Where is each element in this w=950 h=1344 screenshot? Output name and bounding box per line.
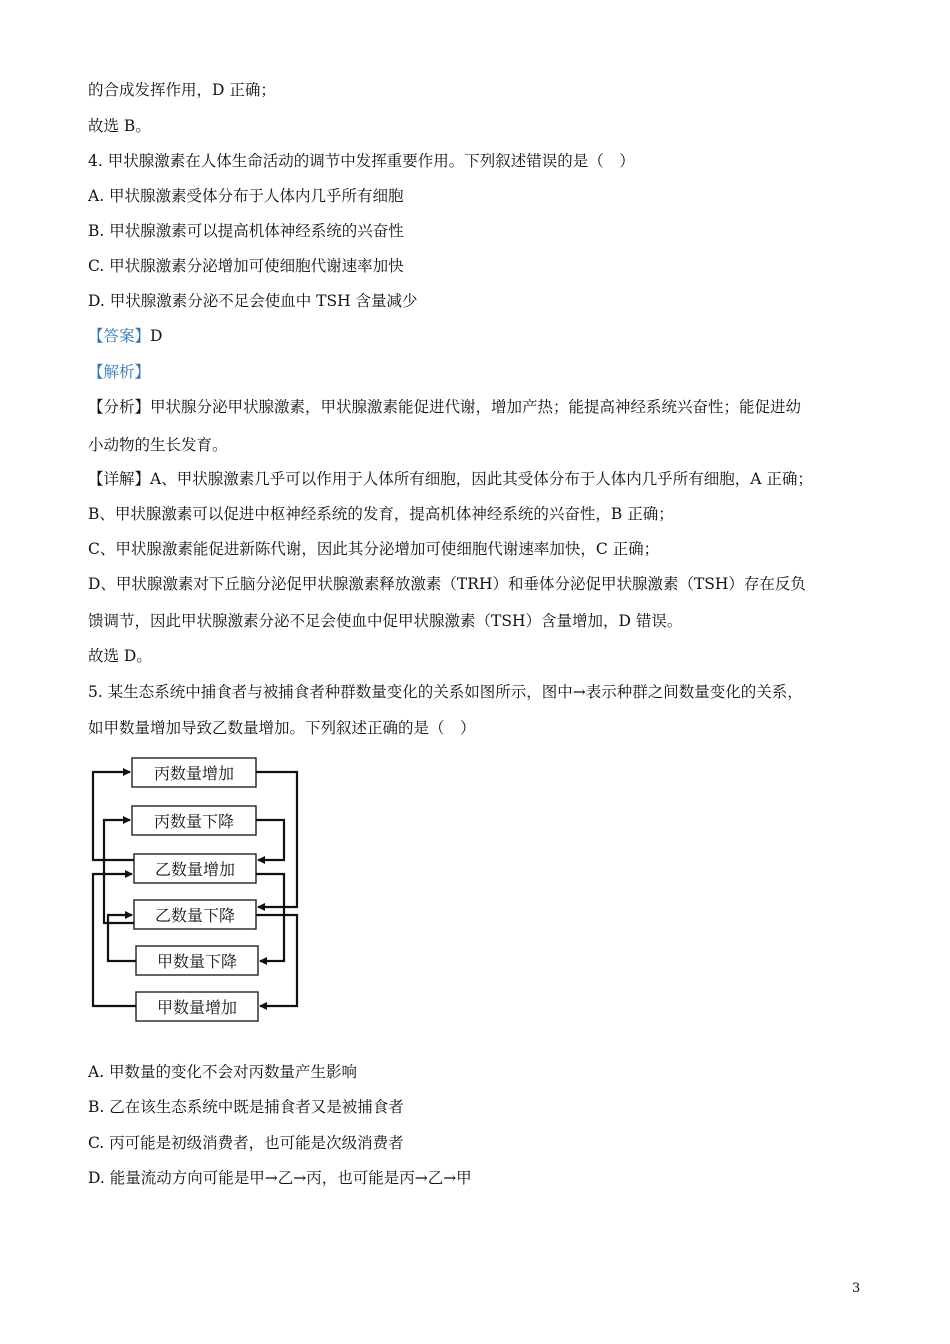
question-5-stem: 如甲数量增加导致乙数量增加。下列叙述正确的是（ ） (88, 719, 476, 737)
answer-line (88, 325, 162, 347)
question-4-option-a: A. 甲状腺激素受体分布于人体内几乎所有细胞 (88, 187, 404, 205)
box-jia-increase (136, 992, 258, 1021)
detail-text: 【详解】A、甲状腺激素几乎可以作用于人体所有细胞，因此其受体分布于人体内几乎所有细胞，A 正确； (88, 470, 813, 488)
population-relationship-diagram (86, 752, 306, 1028)
question-5-option-c: C. 丙可能是初级消费者，也可能是次级消费者 (88, 1134, 404, 1152)
question-4-stem: 4. 甲状腺激素在人体生命活动的调节中发挥重要作用。下列叙述错误的是（ ） (88, 152, 635, 170)
arrow-jia-increase-to-yi-increase (93, 874, 136, 1006)
arrow-yi-increase-to-bing-increase (93, 772, 134, 860)
arrow-yi-increase-to-jia-decrease (256, 874, 284, 961)
question-4-option-b: B. 甲状腺激素可以提高机体神经系统的兴奋性 (88, 222, 404, 240)
analysis-label: 【解析】 (88, 363, 151, 381)
detail-text: 馈调节，因此甲状腺激素分泌不足会使血中促甲状腺激素（TSH）含量增加，D 错误。 (88, 612, 683, 630)
text-line: 故选 B。 (88, 117, 151, 135)
question-5-option-d: D. 能量流动方向可能是甲→乙→丙，也可能是丙→乙→甲 (88, 1169, 472, 1187)
analysis-text: 【分析】甲状腺分泌甲状腺激素，甲状腺激素能促进代谢，增加产热；能提高神经系统兴奋性；能促进幼 (88, 398, 802, 416)
question-4-option-c: C. 甲状腺激素分泌增加可使细胞代谢速率加快 (88, 257, 404, 275)
arrow-bing-decrease-to-yi-increase (256, 820, 284, 860)
detail-text: D、甲状腺激素对下丘脑分泌促甲状腺激素释放激素（TRH）和垂体分泌促甲状腺激素（TSH）存在反负 (88, 575, 806, 593)
text-line: 的合成发挥作用，D 正确； (88, 81, 276, 99)
box-yi-decrease (134, 900, 256, 929)
box-label: 丙数量下降 (153, 812, 235, 831)
detail-text: C、甲状腺激素能促进新陈代谢，因此其分泌增加可使细胞代谢速率加快，C 正确； (88, 540, 660, 558)
box-jia-decrease (136, 946, 258, 975)
conclusion-text: 故选 D。 (88, 647, 152, 665)
answer-value: D (150, 327, 163, 345)
answer-label: 【答案】 (88, 327, 151, 345)
arrow-yi-decrease-to-bing-decrease (104, 820, 134, 923)
question-4-option-d: D. 甲状腺激素分泌不足会使血中 TSH 含量减少 (88, 292, 418, 310)
question-5-stem: 5. 某生态系统中捕食者与被捕食者种群数量变化的关系如图所示，图中→表示种群之间数量变化的关系， (88, 683, 803, 701)
box-label: 乙数量增加 (154, 860, 236, 879)
box-label: 甲数量下降 (156, 952, 238, 971)
page-number: 3 (852, 1281, 861, 1296)
box-label: 甲数量增加 (156, 998, 238, 1017)
detail-text: B、甲状腺激素可以促进中枢神经系统的发育，提高机体神经系统的兴奋性，B 正确； (88, 505, 674, 523)
box-bing-increase (132, 758, 256, 787)
question-5-option-b: B. 乙在该生态系统中既是捕食者又是被捕食者 (88, 1098, 404, 1116)
box-label: 丙数量增加 (153, 764, 235, 783)
box-bing-decrease (132, 806, 256, 835)
question-5-option-a: A. 甲数量的变化不会对丙数量产生影响 (88, 1063, 358, 1081)
box-label: 乙数量下降 (154, 906, 236, 925)
box-yi-increase (134, 854, 256, 883)
arrow-bing-increase-to-yi-decrease (256, 772, 297, 907)
analysis-text: 小动物的生长发育。 (88, 436, 228, 454)
